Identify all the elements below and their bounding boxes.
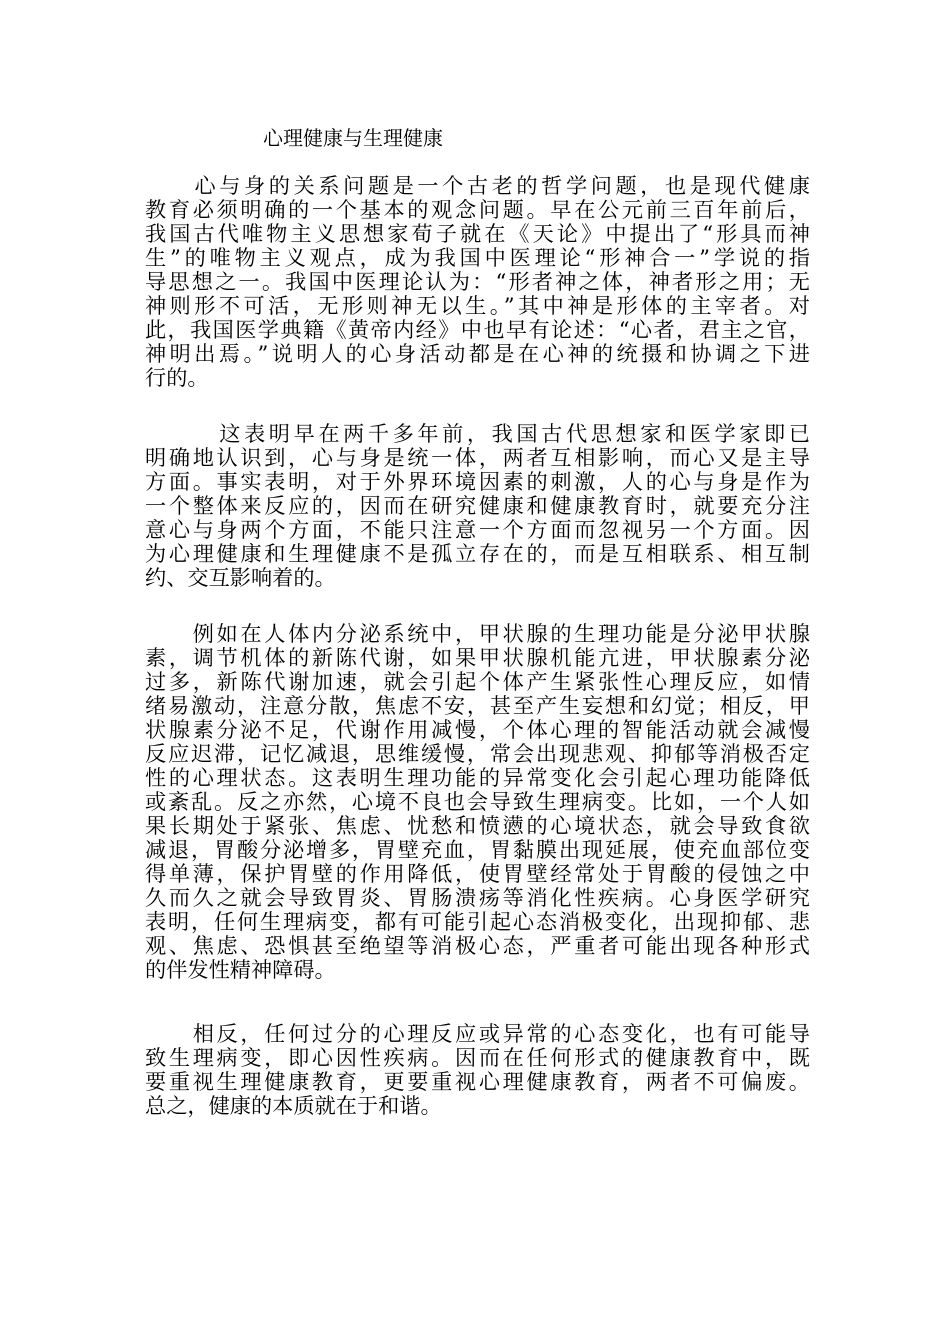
text-line: 过多，新陈代谢加速，就会引起个体产生紧张性心理反应，如情 <box>145 670 810 694</box>
text-line: 为心理健康和生理健康不是孤立存在的，而是互相联系、相互制 <box>145 542 810 566</box>
text-line: 方面。事实表明，对于外界环境因素的刺激，人的心与身是作为 <box>145 470 810 494</box>
text-line: 果长期处于紧张、焦虑、忧愁和愤懑的心境状态，就会导致食欲 <box>145 814 810 838</box>
text-line: 意心与身两个方面，不能只注意一个方面而忽视另一个方面。因 <box>145 518 810 542</box>
text-line: 的伴发性精神障碍。 <box>145 958 336 982</box>
text-line: 行的。 <box>145 366 209 390</box>
text-line: 观、焦虑、恐惧甚至绝望等消极心态，严重者可能出现各种形式 <box>145 934 810 958</box>
text-line: 性的心理状态。这表明生理功能的异常变化会引起心理功能降低 <box>145 766 810 790</box>
text-line: 得单薄，保护胃壁的作用降低，使胃壁经常处于胃酸的侵蚀之中 <box>145 862 810 886</box>
text-line: 反应迟滞，记忆减退，思维缓慢，常会出现悲观、抑郁等消极否定 <box>145 742 810 766</box>
text-line: 心与身的关系问题是一个古老的哲学问题，也是现代健康 <box>145 174 810 198</box>
text-line: 例如在人体内分泌系统中，甲状腺的生理功能是分泌甲状腺 <box>145 622 810 646</box>
text-line: 此，我国医学典籍《黄帝内经》中也早有论述：“心者，君主之官， <box>145 318 810 342</box>
text-line: 总之，健康的本质就在于和谐。 <box>145 1094 442 1118</box>
text-line: 减退，胃酸分泌增多，胃壁充血，胃黏膜出现延展，使充血部位变 <box>145 838 810 862</box>
text-line: 一个整体来反应的，因而在研究健康和健康教育时，就要充分注 <box>145 494 810 518</box>
text-line: 教育必须明确的一个基本的观念问题。早在公元前三百年前后， <box>145 198 810 222</box>
paragraph-4 <box>145 1022 810 1118</box>
text-line: 致生理病变，即心因性疾病。因而在任何形式的健康教育中，既 <box>145 1046 810 1070</box>
document-title: 心理健康与生理健康 <box>263 126 443 150</box>
text-line: 我国古代唯物主义思想家荀子就在《天论》中提出了“形具而神 <box>145 222 810 246</box>
text-line: 或紊乱。反之亦然，心境不良也会导致生理病变。比如，一个人如 <box>145 790 810 814</box>
text-line: 这表明早在两千多年前，我国古代思想家和医学家即已 <box>145 422 810 446</box>
text-line: 神明出焉。”说明人的心身活动都是在心神的统摄和协调之下进 <box>145 342 810 366</box>
text-line: 素，调节机体的新陈代谢，如果甲状腺机能亢进，甲状腺素分泌 <box>145 646 810 670</box>
text-line: 导思想之一。我国中医理论认为：“形者神之体，神者形之用；无 <box>145 270 810 294</box>
text-line: 表明，任何生理病变，都有可能引起心态消极变化，出现抑郁、悲 <box>145 910 810 934</box>
paragraph-2 <box>145 422 810 590</box>
text-line: 久而久之就会导致胃炎、胃肠溃疡等消化性疾病。心身医学研究 <box>145 886 810 910</box>
text-line: 生”的唯物主义观点，成为我国中医理论“形神合一”学说的指 <box>145 246 810 270</box>
text-line: 明确地认识到，心与身是统一体，两者互相影响，而心又是主导 <box>145 446 810 470</box>
text-line: 相反，任何过分的心理反应或异常的心态变化，也有可能导 <box>145 1022 810 1046</box>
text-line: 神则形不可活，无形则神无以生。”其中神是形体的主宰者。对 <box>145 294 810 318</box>
text-line: 要重视生理健康教育，更要重视心理健康教育，两者不可偏废。 <box>145 1070 810 1094</box>
paragraph-3 <box>145 622 810 982</box>
text-line: 状腺素分泌不足，代谢作用减慢，个体心理的智能活动就会减慢 <box>145 718 810 742</box>
paragraph-1 <box>145 174 810 390</box>
text-line: 约、交互影响着的。 <box>145 566 336 590</box>
text-line: 绪易激动，注意分散，焦虑不安，甚至产生妄想和幻觉；相反，甲 <box>145 694 810 718</box>
